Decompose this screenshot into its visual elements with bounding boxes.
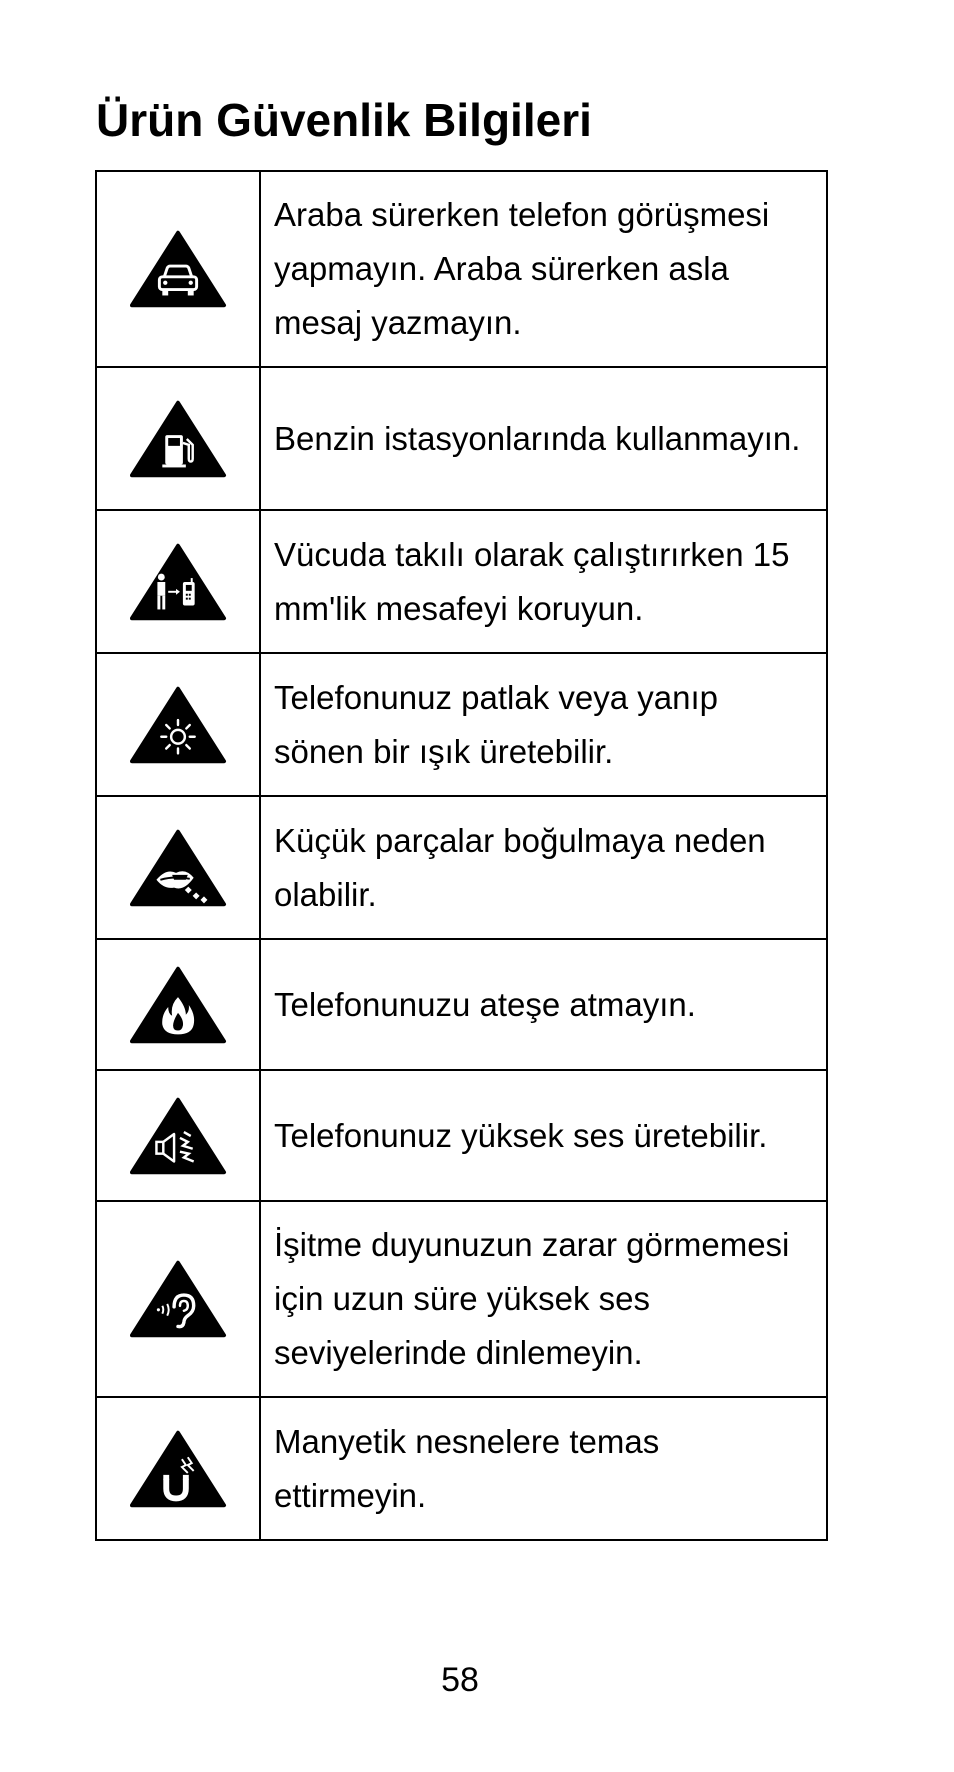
warning-text: Manyetik nesnelere temas ettirmeyin. xyxy=(260,1397,827,1540)
table-row xyxy=(96,510,827,653)
table-row xyxy=(96,1397,827,1540)
warning-text: Telefonunuz patlak veya yanıp sönen bir ışık üretebilir. xyxy=(260,653,827,796)
warning-text: Telefonunuzu ateşe atmayın. xyxy=(260,939,827,1070)
icon-cell xyxy=(96,510,260,653)
flash-light-warning-icon xyxy=(129,684,227,766)
warning-text: İşitme duyunuzun zarar görmemesi için uzun süre yüksek ses seviyelerinde dinlemeyin. xyxy=(260,1201,827,1397)
icon-cell xyxy=(96,1201,260,1397)
icon-cell xyxy=(96,939,260,1070)
icon-cell xyxy=(96,1397,260,1540)
choking-hazard-warning-icon xyxy=(129,827,227,909)
table-row xyxy=(96,939,827,1070)
table-row xyxy=(96,1070,827,1201)
warning-text: Araba sürerken telefon görüşmesi yapmayın. Araba sürerken asla mesaj yazmayın. xyxy=(260,171,827,367)
warning-text: Küçük parçalar boğulmaya neden olabilir. xyxy=(260,796,827,939)
table-row xyxy=(96,653,827,796)
warning-text: Telefonunuz yüksek ses üretebilir. xyxy=(260,1070,827,1201)
fuel-pump-warning-icon xyxy=(129,398,227,480)
loud-sound-warning-icon xyxy=(129,1095,227,1177)
page-title: Ürün Güvenlik Bilgileri xyxy=(96,94,592,146)
body-distance-warning-icon xyxy=(129,541,227,623)
hearing-damage-warning-icon xyxy=(129,1258,227,1340)
table-row xyxy=(96,796,827,939)
icon-cell xyxy=(96,171,260,367)
table-row xyxy=(96,367,827,510)
warning-text: Vücuda takılı olarak çalıştırırken 15 mm'lik mesafeyi koruyun. xyxy=(260,510,827,653)
magnet-warning-icon xyxy=(129,1428,227,1510)
fire-warning-icon xyxy=(129,964,227,1046)
icon-cell xyxy=(96,653,260,796)
page-number: 58 xyxy=(441,1661,479,1699)
icon-cell xyxy=(96,1070,260,1201)
car-warning-icon xyxy=(129,228,227,310)
icon-cell xyxy=(96,796,260,939)
table-row xyxy=(96,1201,827,1397)
table-row xyxy=(96,171,827,367)
icon-cell xyxy=(96,367,260,510)
warning-text: Benzin istasyonlarında kullanmayın. xyxy=(260,367,827,510)
safety-info-table xyxy=(95,170,828,1541)
